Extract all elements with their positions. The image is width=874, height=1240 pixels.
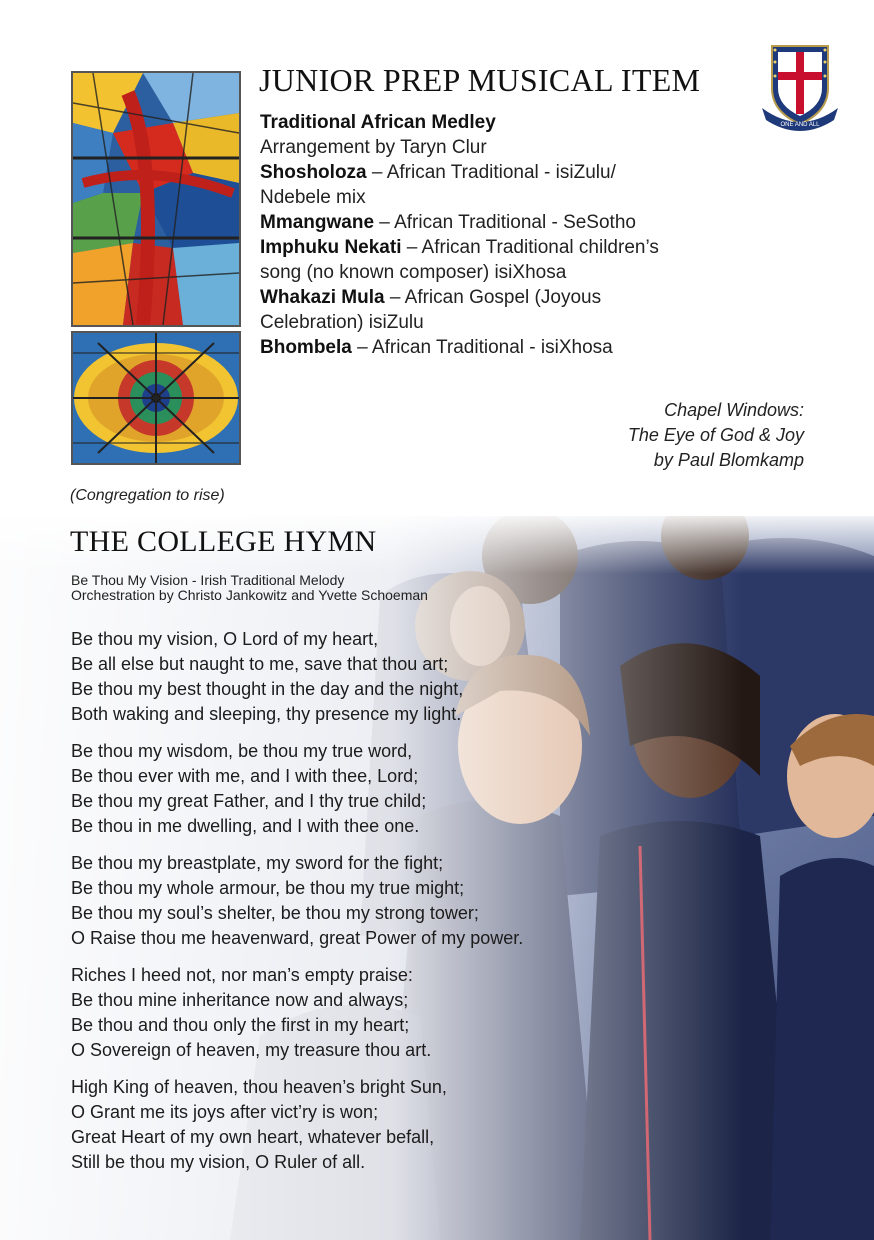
programme-line: Celebration) isiZulu [260, 312, 424, 333]
verse [71, 627, 671, 727]
programme-line: Shosholoza – African Traditional - isiZulu/ [260, 162, 616, 183]
verse-line: Be thou my great Father, and I thy true child; [71, 791, 427, 811]
verse-line: Be thou in me dwelling, and I with thee one. [71, 816, 420, 836]
programme-line: Arrangement by Taryn Clur [260, 137, 487, 158]
programme-list [260, 110, 730, 360]
verse-line: O Grant me its joys after vict’ry is won; [71, 1102, 379, 1122]
caption-line: Chapel Windows: [664, 400, 804, 420]
verse-line: Both waking and sleeping, thy presence my light. [71, 704, 462, 724]
verse-line: Be thou my breastplate, my sword for the fight; [71, 853, 444, 873]
programme-line: Mmangwane – African Traditional - SeSotho [260, 212, 636, 233]
verse-line: Great Heart of my own heart, whatever befall, [71, 1127, 435, 1147]
school-crest [760, 42, 840, 134]
verse-line: Be all else but naught to me, save that thou art; [71, 654, 449, 674]
verse-line: Be thou mine inheritance now and always; [71, 990, 409, 1010]
verse-line: Be thou my vision, O Lord of my heart, [71, 629, 379, 649]
programme-line: song (no known composer) isiXhosa [260, 262, 567, 283]
verse-line: O Sovereign of heaven, my treasure thou art. [71, 1040, 432, 1060]
crest-motto: ONE AND ALL [780, 122, 820, 128]
verse-line: Be thou my soul’s shelter, be thou my strong tower; [71, 903, 479, 923]
window-caption [628, 398, 804, 473]
hymn-credits [71, 573, 428, 603]
caption-line: The Eye of God & Joy [627, 425, 804, 445]
section-title: JUNIOR PREP MUSICAL ITEM [259, 62, 701, 98]
verse-line: O Raise thou me heavenward, great Power of my power. [71, 928, 524, 948]
verse-line: Still be thou my vision, O Ruler of all. [71, 1152, 366, 1172]
verse [71, 963, 671, 1063]
programme-line: Bhombela – African Traditional - isiXhosa [260, 337, 613, 358]
programme-line: Whakazi Mula – African Gospel (Joyous [260, 287, 602, 308]
verse-line: Be thou ever with me, and I with thee, Lord; [71, 766, 419, 786]
hymn-melody-credit: Be Thou My Vision - Irish Traditional Melody [71, 572, 345, 588]
verse-line: Be thou my wisdom, be thou my true word, [71, 741, 413, 761]
programme-line: Traditional African Medley [260, 112, 496, 133]
verse [71, 851, 671, 951]
congregation-note: (Congregation to rise) [70, 487, 225, 504]
verse [71, 1075, 671, 1175]
stained-glass-window-eye-of-god [71, 331, 241, 465]
caption-line: by Paul Blomkamp [653, 450, 804, 470]
programme-line: Imphuku Nekati – African Traditional children’s [260, 237, 659, 258]
verse-line: Be thou and thou only the first in my heart; [71, 1015, 410, 1035]
hymn-title: THE COLLEGE HYMN [70, 525, 377, 558]
programme-line: Ndebele mix [260, 187, 366, 208]
verse [71, 739, 671, 839]
hymn-orchestration-credit: Orchestration by Christo Jankowitz and Yvette Schoeman [71, 587, 428, 603]
verse-line: Be thou my whole armour, be thou my true might; [71, 878, 465, 898]
verse-line: Be thou my best thought in the day and the night, [71, 679, 464, 699]
stained-glass-window-joy [71, 71, 241, 327]
verse-line: Riches I heed not, nor man’s empty praise: [71, 965, 413, 985]
verse-line: High King of heaven, thou heaven’s bright Sun, [71, 1077, 447, 1097]
hymn-verses [71, 627, 671, 1187]
